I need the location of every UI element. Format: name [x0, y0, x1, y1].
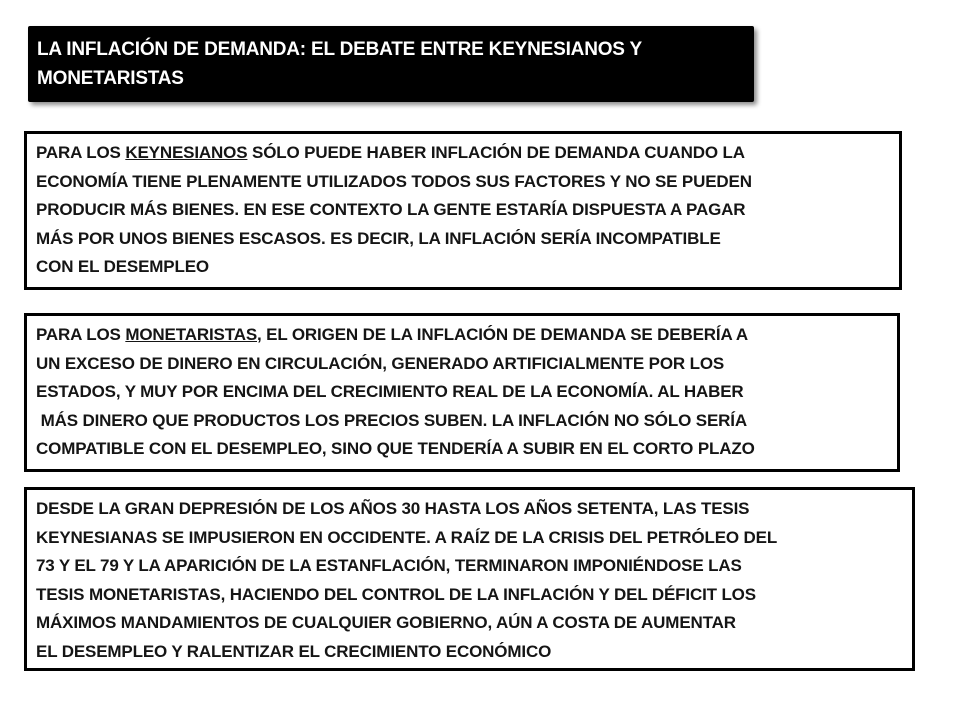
keynesianos-box: [24, 131, 902, 290]
monetaristas-line-1-rest: , EL ORIGEN DE LA INFLACIÓN DE DEMANDA SE DEBERÍA A: [257, 325, 749, 344]
historia-line-5: MÁXIMOS MANDAMIENTOS DE CUALQUIER GOBIERNO, AÚN A COSTA DE AUMENTAR: [36, 613, 736, 633]
keynesianos-line-4: MÁS POR UNOS BIENES ESCASOS. ES DECIR, LA INFLACIÓN SERÍA INCOMPATIBLE: [36, 228, 721, 248]
slide-title-line-1: LA INFLACIÓN DE DEMANDA: EL DEBATE ENTRE KEYNESIANOS Y: [37, 39, 642, 60]
historia-box: [24, 487, 915, 671]
monetaristas-line-4: MÁS DINERO QUE PRODUCTOS LOS PRECIOS SUBEN. LA INFLACIÓN NO SÓLO SERÍA: [36, 410, 747, 430]
keynesianos-line-5: CON EL DESEMPLEO: [36, 257, 209, 277]
slide-title: [28, 26, 754, 102]
keynesianos-term: KEYNESIANOS: [125, 143, 248, 162]
monetaristas-line-1-prefix: PARA LOS: [36, 325, 126, 344]
historia-line-4: TESIS MONETARISTAS, HACIENDO DEL CONTROL DE LA INFLACIÓN Y DEL DÉFICIT LOS: [36, 584, 756, 604]
keynesianos-line-3: PRODUCIR MÁS BIENES. EN ESE CONTEXTO LA GENTE ESTARÍA DISPUESTA A PAGAR: [36, 200, 746, 220]
keynesianos-line-1-prefix: PARA LOS: [36, 143, 126, 162]
keynesianos-line-1-rest: SÓLO PUEDE HABER INFLACIÓN DE DEMANDA CUANDO LA: [247, 143, 745, 162]
monetaristas-term: MONETARISTAS: [125, 325, 258, 344]
keynesianos-line-1: [36, 139, 890, 168]
monetaristas-box: [24, 313, 900, 472]
monetaristas-line-5: COMPATIBLE CON EL DESEMPLEO, SINO QUE TENDERÍA A SUBIR EN EL CORTO PLAZO: [36, 439, 755, 459]
keynesianos-line-2: ECONOMÍA TIENE PLENAMENTE UTILIZADOS TODOS SUS FACTORES Y NO SE PUEDEN: [36, 171, 752, 191]
historia-line-1: DESDE LA GRAN DEPRESIÓN DE LOS AÑOS 30 HASTA LOS AÑOS SETENTA, LAS TESIS: [36, 499, 750, 518]
monetaristas-line-1: [36, 321, 888, 350]
slide-title-line-2: MONETARISTAS: [37, 68, 184, 89]
monetaristas-line-2: UN EXCESO DE DINERO EN CIRCULACIÓN, GENERADO ARTIFICIALMENTE POR LOS: [36, 353, 725, 373]
monetaristas-line-3: ESTADOS, Y MUY POR ENCIMA DEL CRECIMIENTO REAL DE LA ECONOMÍA. AL HABER: [36, 382, 744, 402]
historia-line-6: EL DESEMPLEO Y RALENTIZAR EL CRECIMIENTO ECONÓMICO: [36, 641, 552, 661]
historia-line-3: 73 Y EL 79 Y LA APARICIÓN DE LA ESTANFLACIÓN, TERMINARON IMPONIÉNDOSE LAS: [36, 556, 742, 576]
historia-line-2: KEYNESIANAS SE IMPUSIERON EN OCCIDENTE. A RAÍZ DE LA CRISIS DEL PETRÓLEO DEL: [36, 527, 778, 547]
